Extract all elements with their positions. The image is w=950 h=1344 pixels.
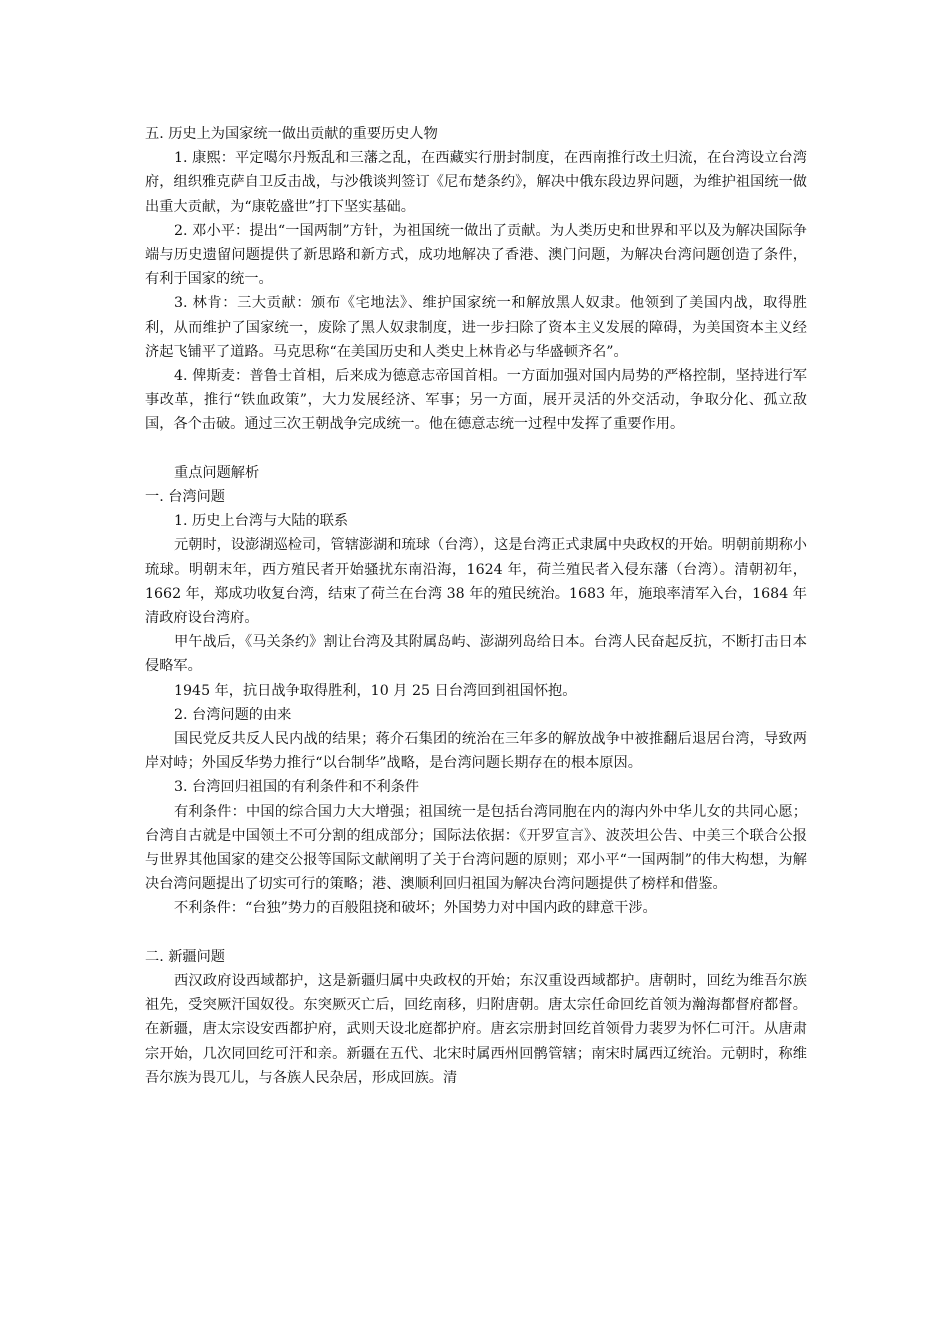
taiwan-paragraph: 1945 年，抗日战争取得胜利，10 月 25 日台湾回到祖国怀抱。 (174, 682, 577, 699)
taiwan-paragraph: 有利条件：中国的综合国力大大增强；祖国统一是包括台湾同胞在内的海内外中华儿女的共同心愿；台湾自古就是中国领土不可分割的组成部分；国际法依据：《开罗宣言》、波茨坦公告、中美三个联合公报与世界其他国家的建交公报等国际文献阐明了关于台湾问题的原则；邓小平“一国两制”的伟大构想，为解决台湾问题提出了切实可行的策略；港、澳顺利回归祖国为解决台湾问题提供了榜样和借鉴。 (145, 803, 807, 893)
section-5-title: 五. 历史上为国家统一做出贡献的重要历史人物 (145, 126, 438, 142)
figure-item-lincoln: 3. 林肯：三大贡献：颁布《宅地法》、维护国家统一和解放黑人奴隶。他领到了美国内战，取得胜利，从而维护了国家统一，废除了黑人奴隶制度，进一步扫除了资本主义发展的障碍，为美国资本主义经济起飞铺平了道路。马克思称“在美国历史和人类史上林肯必与华盛顿齐名”。 (145, 295, 807, 360)
xinjiang-section-title: 二. 新疆问题 (145, 948, 225, 965)
taiwan-section-title: 一. 台湾问题 (145, 489, 225, 506)
taiwan-subheading-1: 1. 历史上台湾与大陆的联系 (174, 513, 349, 530)
taiwan-subheading-3: 3. 台湾回归祖国的有利条件和不利条件 (174, 779, 420, 796)
figure-item-bismarck: 4. 俾斯麦：普鲁士首相，后来成为德意志帝国首相。一方面加强对国内局势的严格控制，坚持进行军事改革，推行“铁血政策”，大力发展经济、军事；另一方面，展开灵活的外交活动，争取分化、孤立敌国，各个击破。通过三次王朝战争完成统一。他在德意志统一过程中发挥了重要作用。 (145, 368, 807, 433)
xinjiang-paragraph: 西汉政府设西域都护，这是新疆归属中央政权的开始；东汉重设西域都护。唐朝时，回纥为维吾尔族祖先，受突厥汗国奴役。东突厥灭亡后，回纥南移，归附唐朝。唐太宗任命回纥首领为瀚海都督府都督。在新疆，唐太宗设安西都护府，武则天设北庭都护府。唐玄宗册封回纥首领骨力裴罗为怀仁可汗。从唐肃宗开始，几次同回纥可汗和亲。新疆在五代、北宋时属西州回鹘管辖；南宋时属西辽统治。元朝时，称维吾尔族为畏兀儿，与各族人民杂居，形成回族。清 (145, 973, 807, 1086)
taiwan-paragraph: 甲午战后，《马关条约》割让台湾及其附属岛屿、澎湖列岛给日本。台湾人民奋起反抗，不断打击日本侵略军。 (145, 634, 807, 675)
spacer (145, 921, 807, 945)
taiwan-paragraph: 不利条件：“台独”势力的百般阻挠和破坏；外国势力对中国内政的肆意干涉。 (174, 900, 657, 917)
spacer (145, 437, 807, 461)
document-page (145, 122, 807, 1090)
figure-item-kangxi: 1. 康熙：平定噶尔丹叛乱和三藩之乱，在西藏实行册封制度，在西南推行改土归流，在台湾设立台湾府，组织雅克萨自卫反击战，与沙俄谈判签订《尼布楚条约》，解决中俄东段边界问题，为维护祖国统一做出重大贡献，为“康乾盛世”打下坚实基础。 (145, 150, 807, 215)
taiwan-paragraph: 国民党反共反人民内战的结果；蒋介石集团的统治在三年多的解放战争中被推翻后退居台湾，导致两岸对峙；外国反华势力推行“以台制华”战略，是台湾问题长期存在的根本原因。 (145, 731, 807, 772)
taiwan-subheading-2: 2. 台湾问题的由来 (174, 706, 292, 723)
taiwan-paragraph: 元朝时，设澎湖巡检司，管辖澎湖和琉球（台湾），这是台湾正式隶属中央政权的开始。明朝前期称小琉球。明朝末年，西方殖民者开始骚扰东南沿海，1624 年，荷兰殖民者入侵东藩（台湾）。清朝初年，1662 年，郑成功收复台湾，结束了荷兰在台湾 38 年的殖民统治。1683 年，施琅率清军入台，1684 年清政府设台湾府。 (145, 537, 807, 627)
figure-item-deng-xiaoping: 2. 邓小平：提出“一国两制”方针，为祖国统一做出了贡献。为人类历史和世界和平以及为解决国际争端与历史遗留问题提供了新思路和新方式，成功地解决了香港、澳门问题，为解决台湾问题创造了条件，有利于国家的统一。 (145, 222, 807, 288)
analysis-heading: 重点问题解析 (174, 464, 260, 481)
